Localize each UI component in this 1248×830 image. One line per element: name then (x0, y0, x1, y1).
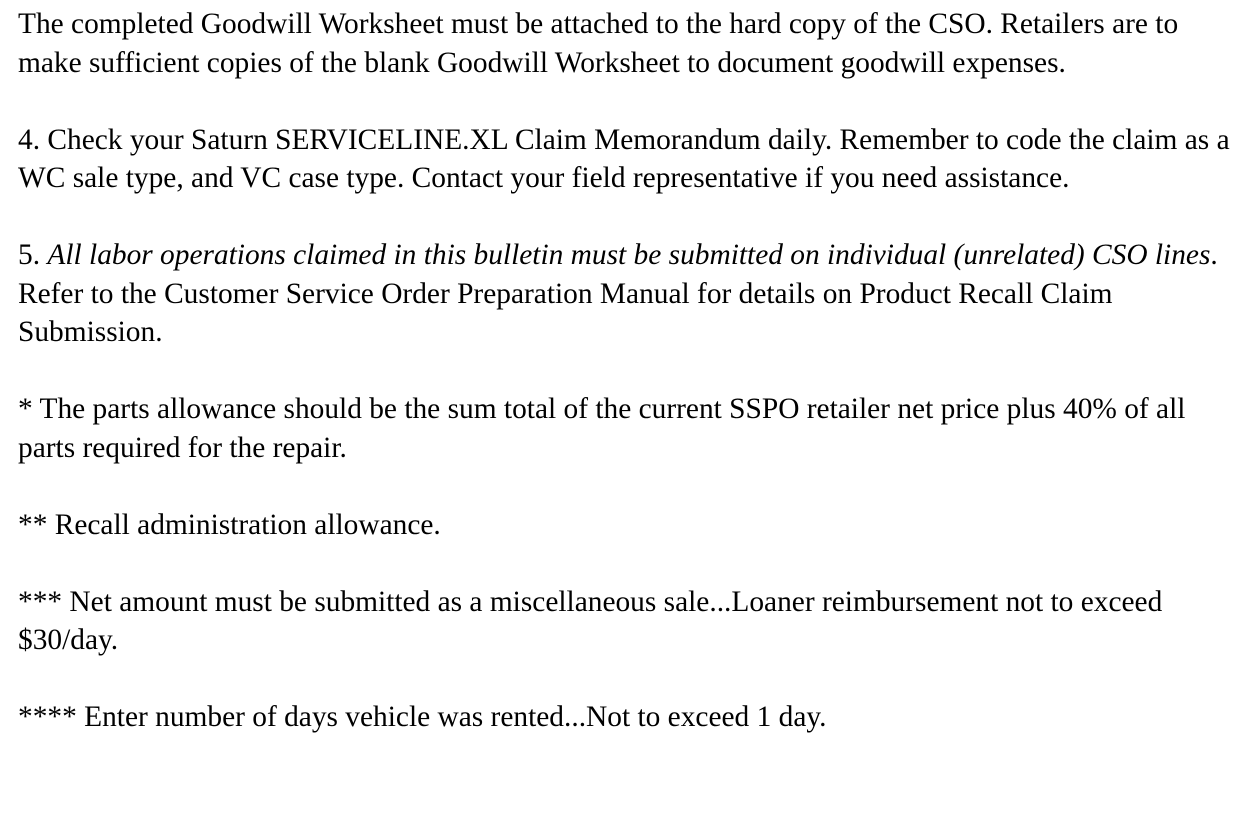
footnote-net-amount-loaner: *** Net amount must be submitted as a miscellaneous sale...Loaner reimbursement not to exceed $30/day. (18, 585, 1163, 656)
step-5-italic-instruction: All labor operations claimed in this bulletin must be submitted on individual (unrelated) CSO lines (47, 239, 1211, 271)
step-5-labor-operations-paragraph (18, 236, 1233, 352)
footnote-parts-allowance: * The parts allowance should be the sum total of the current SSPO retailer net price plus 40% of all parts required for the repair. (18, 393, 1186, 464)
goodwill-worksheet-paragraph: The completed Goodwill Worksheet must be attached to the hard copy of the CSO. Retailers are to make sufficient copies of the blank Goodwill Worksheet to document goodwill expenses. (18, 8, 1179, 79)
footnote-recall-administration: ** Recall administration allowance. (18, 508, 441, 541)
footnote-rental-days: **** Enter number of days vehicle was rented...Not to exceed 1 day. (18, 701, 827, 733)
step-4-claim-memorandum-paragraph: 4. Check your Saturn SERVICELINE.XL Claim Memorandum daily. Remember to code the claim as a WC sale type, and VC case type. Contact your field representative if you need assistance. (18, 123, 1230, 194)
step-5-number: 5. (18, 239, 48, 271)
step-5-reference-text: . Refer to the Customer Service Order Preparation Manual for details on Product Recall Claim Submission. (18, 239, 1218, 348)
document-page (18, 5, 1233, 737)
